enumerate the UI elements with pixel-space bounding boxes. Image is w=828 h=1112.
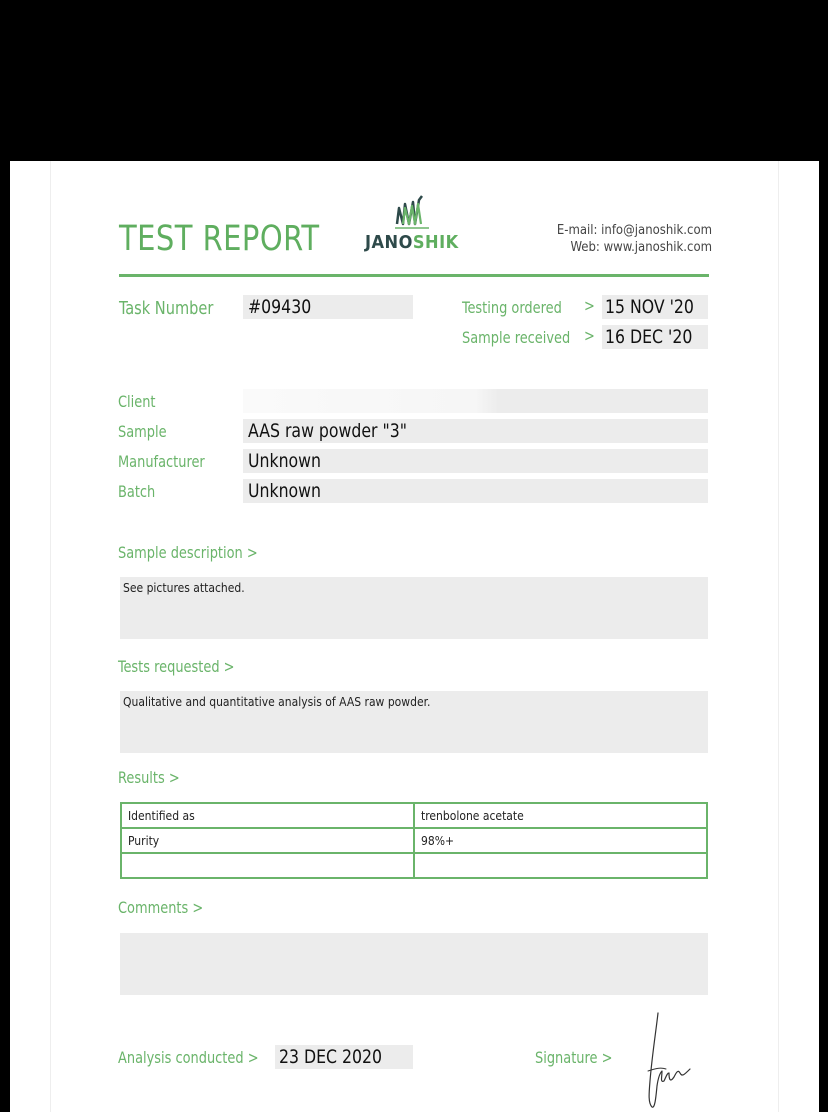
tests-requested-heading: Tests requested >: [118, 657, 235, 676]
client-field: [243, 389, 708, 413]
result-label-cell: Identified as: [121, 803, 414, 828]
result-label-cell: Purity: [121, 828, 414, 853]
tests-requested-box: [120, 691, 708, 753]
sample-description-box: [120, 577, 708, 639]
sample-received-arrow: >: [584, 326, 595, 345]
batch-label: Batch: [118, 482, 156, 501]
logo-wordmark-green: SHIK: [412, 232, 459, 253]
comments-box: [120, 933, 708, 995]
task-number-value: #09430: [248, 296, 312, 318]
comments-heading: Comments >: [118, 898, 204, 917]
sample-description-heading: Sample description >: [118, 543, 258, 562]
results-table: [120, 802, 708, 879]
testing-ordered-arrow: >: [584, 296, 595, 315]
sample-received-label: Sample received: [462, 328, 571, 347]
sample-received-value: 16 DEC '20: [605, 326, 693, 348]
sample-received-field: [602, 325, 708, 349]
batch-field: [243, 479, 708, 503]
sample-field: [243, 419, 708, 443]
sample-label: Sample: [118, 422, 167, 441]
result-label-cell: [121, 853, 414, 878]
header-divider: [119, 274, 709, 277]
table-row: [121, 803, 707, 828]
analysis-conducted-field: [275, 1045, 413, 1069]
report-page: [10, 161, 819, 1112]
testing-ordered-value: 15 NOV '20: [605, 296, 694, 318]
contact-web[interactable]: Web: www.janoshik.com: [570, 240, 712, 255]
chart-peaks-logo-icon: [365, 194, 465, 234]
sample-description-text: See pictures attached.: [123, 581, 245, 595]
sample-value: AAS raw powder "3": [248, 420, 407, 442]
result-value-cell: [414, 853, 707, 878]
manufacturer-field: [243, 449, 708, 473]
result-value-cell: trenbolone acetate: [414, 803, 707, 828]
testing-ordered-field: [602, 295, 708, 319]
client-label: Client: [118, 392, 156, 411]
contact-info: [557, 222, 712, 256]
result-value-cell: 98%+: [414, 828, 707, 853]
table-row: [121, 828, 707, 853]
manufacturer-value: Unknown: [248, 450, 322, 472]
task-number-field: [243, 295, 413, 319]
analysis-conducted-value: 23 DEC 2020: [279, 1046, 383, 1068]
contact-email[interactable]: E-mail: info@janoshik.com: [556, 223, 712, 238]
signature-label: Signature >: [535, 1048, 613, 1067]
analysis-conducted-label: Analysis conducted >: [118, 1048, 259, 1067]
testing-ordered-label: Testing ordered: [462, 298, 562, 317]
logo-wordmark-dark: JANO: [365, 232, 413, 253]
manufacturer-label: Manufacturer: [118, 452, 205, 471]
task-number-label: Task Number: [119, 298, 214, 319]
results-heading: Results >: [118, 768, 180, 787]
report-title: TEST REPORT: [119, 219, 320, 259]
signature-image: [640, 1011, 700, 1111]
company-logo: [365, 194, 465, 256]
tests-requested-text: Qualitative and quantitative analysis of AAS raw powder.: [123, 695, 431, 709]
logo-wordmark: [365, 232, 459, 253]
table-row: [121, 853, 707, 878]
batch-value: Unknown: [248, 480, 322, 502]
